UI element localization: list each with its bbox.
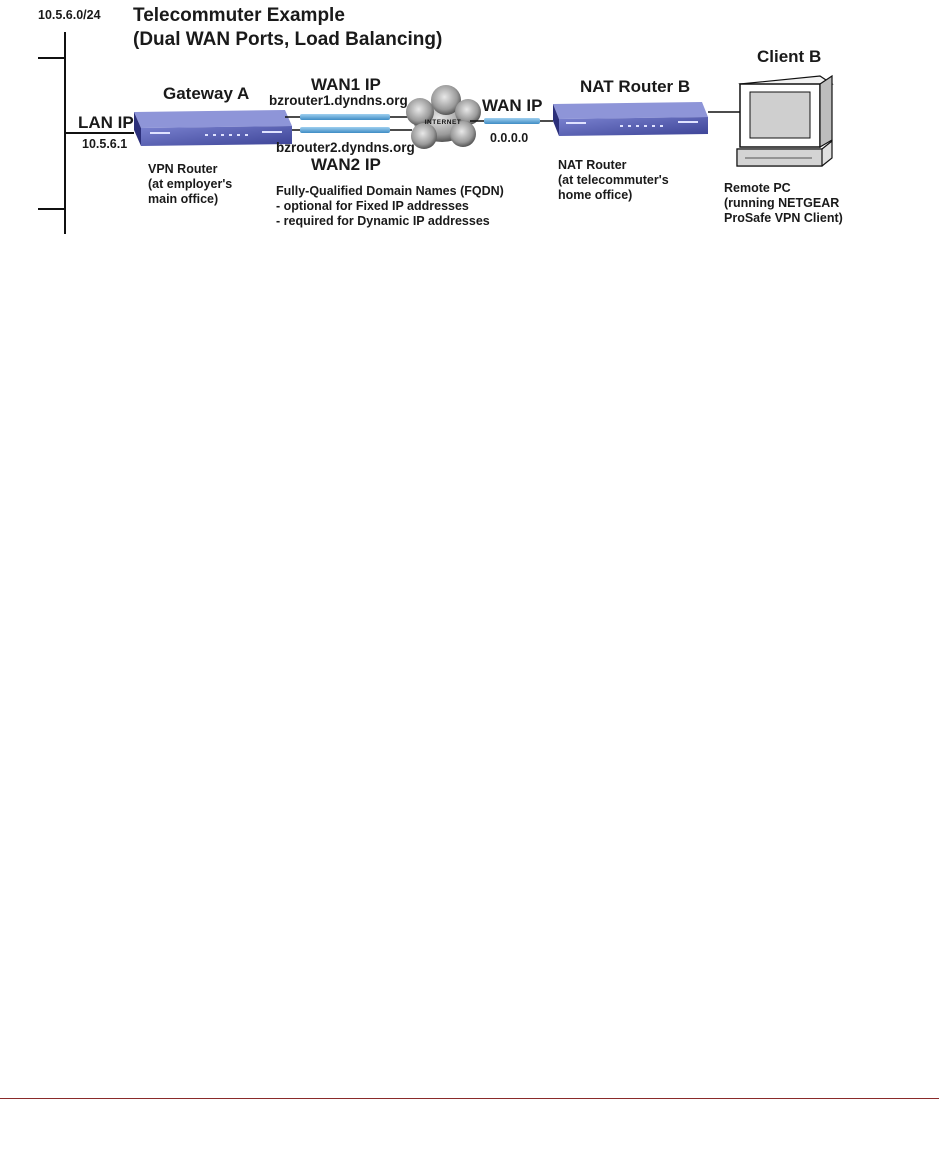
wan1-label: WAN1 IP xyxy=(311,75,381,94)
wan1-link xyxy=(285,114,412,120)
subnet-label: 10.5.6.0/24 xyxy=(38,8,101,22)
internet-label: INTERNET xyxy=(424,119,462,126)
nat-router-description: NAT Router (at telecommuter's home office) xyxy=(558,158,669,202)
diagram-subtitle: (Dual WAN Ports, Load Balancing) xyxy=(133,29,443,50)
wan-ip-value: 0.0.0.0 xyxy=(490,131,529,145)
lan-backbone xyxy=(38,32,134,234)
computer-icon xyxy=(737,76,832,166)
nat-router-name: NAT Router B xyxy=(580,77,691,96)
diagram-title: Telecommuter Example xyxy=(133,5,345,26)
footer-rule xyxy=(0,1098,939,1099)
lan-ip-value: 10.5.6.1 xyxy=(82,137,128,151)
client-description: Remote PC (running NETGEAR ProSafe VPN Client) xyxy=(724,181,843,225)
fqdn-note: Fully-Qualified Domain Names (FQDN) - optional for Fixed IP addresses - required for Dynamic IP addresses xyxy=(276,184,504,228)
gateway-description: VPN Router (at employer's main office) xyxy=(148,162,233,206)
wan2-fqdn: bzrouter2.dyndns.org xyxy=(276,140,415,155)
wan1-fqdn: bzrouter1.dyndns.org xyxy=(269,93,408,108)
nat-router-icon xyxy=(553,102,708,136)
wan-link xyxy=(470,118,553,124)
client-name: Client B xyxy=(757,47,822,66)
wan2-link xyxy=(292,127,412,133)
wan-ip-label: WAN IP xyxy=(482,96,543,115)
gateway-name: Gateway A xyxy=(163,84,250,103)
gateway-router-icon xyxy=(134,110,292,146)
internet-cloud-icon xyxy=(406,85,481,149)
lan-ip-label: LAN IP xyxy=(78,113,134,132)
wan2-label: WAN2 IP xyxy=(311,155,381,174)
